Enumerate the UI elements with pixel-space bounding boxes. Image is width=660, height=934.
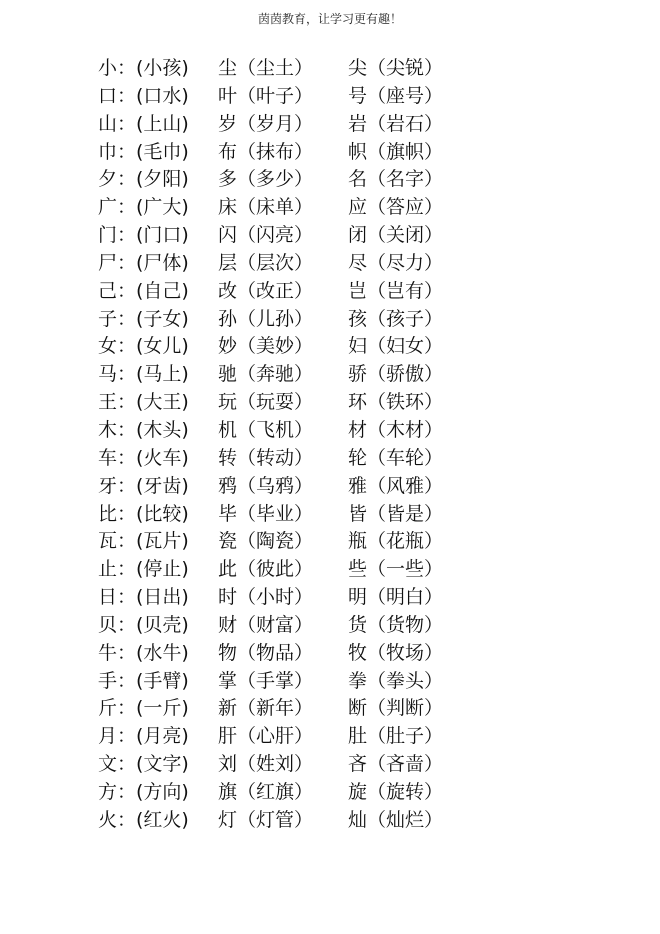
character-entry: 物（物品） [218,641,314,664]
character-row [98,779,478,807]
character-entry: 拳（拳头） [348,669,444,692]
character-entry: 尽（尽力） [348,251,444,274]
character-row [98,250,478,278]
character-entry: 肚（肚子） [348,725,444,748]
radical-entry: 手：(手臂) [98,669,189,692]
character-row [98,417,478,445]
character-entry: 孩（孩子） [348,307,444,330]
character-entry: 材（木材） [348,418,444,441]
character-entry: 闪（闪亮） [218,224,314,247]
character-entry: 妙（美妙） [218,335,314,358]
character-entry: 尖（尖锐） [348,57,444,79]
radical-entry: 车：(火车) [98,446,189,469]
radical-entry: 尸：(尸体) [98,251,189,274]
character-row [98,807,478,835]
radical-entry: 月：(月亮) [98,725,189,748]
character-entry: 妇（妇女） [348,335,444,358]
radical-entry: 门：(门口) [98,224,189,247]
character-row [98,528,478,556]
character-entry: 货（货物） [348,613,444,636]
character-entry: 岩（岩石） [348,112,444,135]
character-entry: 旗（红旗） [218,780,314,803]
character-entry: 肝（心肝） [218,725,314,748]
character-entry: 岁（岁月） [218,112,314,135]
radical-entry: 文：(文字) [98,753,189,776]
character-row [98,111,478,139]
character-entry: 号（座号） [348,84,444,107]
radical-entry: 木：(木头) [98,418,189,441]
character-entry: 帜（旗帜） [348,140,444,163]
radical-entry: 牙：(牙齿) [98,474,189,497]
character-entry: 断（判断） [348,697,444,720]
character-row [98,640,478,668]
character-list [98,55,478,835]
character-entry: 些（一些） [348,558,444,581]
character-entry: 骄（骄傲） [348,363,444,386]
radical-entry: 贝：(贝壳) [98,613,189,636]
radical-entry: 巾：(毛巾) [98,140,189,163]
character-entry: 掌（手掌） [218,669,314,692]
character-row [98,278,478,306]
radical-entry: 止：(停止) [98,558,189,581]
character-entry: 刘（姓刘） [218,753,314,776]
character-entry: 叶（叶子） [218,84,314,107]
radical-entry: 方：(方向) [98,780,189,803]
character-entry: 瓷（陶瓷） [218,530,314,553]
radical-entry: 日：(日出) [98,586,189,609]
radical-entry: 小：(小孩) [98,57,189,79]
character-row [98,55,478,83]
character-entry: 多（多少） [218,168,314,191]
character-entry: 布（抹布） [218,140,314,163]
character-entry: 孙（儿孙） [218,307,314,330]
character-row [98,445,478,473]
character-entry: 牧（牧场） [348,641,444,664]
character-row [98,668,478,696]
radical-entry: 女：(女儿) [98,335,189,358]
radical-entry: 广：(广大) [98,196,189,219]
character-row [98,723,478,751]
radical-entry: 山：(上山) [98,112,189,135]
radical-entry: 王：(大王) [98,391,189,414]
character-row [98,194,478,222]
character-row [98,751,478,779]
radical-entry: 子：(子女) [98,307,189,330]
radical-entry: 比：(比较) [98,502,189,525]
character-entry: 驰（奔驰） [218,363,314,386]
character-entry: 床（床单） [218,196,314,219]
radical-entry: 斤：(一斤) [98,697,189,720]
radical-entry: 牛：(水牛) [98,641,189,664]
character-entry: 明（明白） [348,586,444,609]
page-header: 茵茵教育，让学习更有趣！ [257,12,402,26]
character-row [98,389,478,417]
character-entry: 瓶（花瓶） [348,530,444,553]
character-row [98,83,478,111]
character-entry: 旋（旋转） [348,780,444,803]
character-entry: 改（改正） [218,279,314,302]
character-entry: 岂（岂有） [348,279,444,302]
character-entry: 此（彼此） [218,558,314,581]
character-row [98,222,478,250]
character-entry: 吝（吝啬） [348,753,444,776]
character-row [98,306,478,334]
character-entry: 灯（灯管） [218,808,314,831]
radical-entry: 马：(马上) [98,363,189,386]
character-row [98,695,478,723]
character-entry: 环（铁环） [348,391,444,414]
character-row [98,361,478,389]
radical-entry: 夕：(夕阳) [98,168,189,191]
radical-entry: 口：(口水) [98,84,189,107]
character-row [98,501,478,529]
character-entry: 财（财富） [218,613,314,636]
character-row [98,333,478,361]
character-entry: 雅（风雅） [348,474,444,497]
character-entry: 闭（关闭） [348,224,444,247]
character-entry: 玩（玩耍） [218,391,314,414]
character-row [98,584,478,612]
character-entry: 层（层次） [218,251,314,274]
character-entry: 尘（尘土） [218,57,314,79]
character-row [98,473,478,501]
character-row [98,166,478,194]
character-entry: 转（转动） [218,446,314,469]
character-entry: 机（飞机） [218,418,314,441]
character-entry: 鸦（乌鸦） [218,474,314,497]
radical-entry: 瓦：(瓦片) [98,530,189,553]
character-entry: 名（名字） [348,168,444,191]
character-entry: 轮（车轮） [348,446,444,469]
character-entry: 应（答应） [348,196,444,219]
character-entry: 新（新年） [218,697,314,720]
radical-entry: 己：(自己) [98,279,189,302]
character-entry: 毕（毕业） [218,502,314,525]
character-entry: 灿（灿烂） [348,808,444,831]
radical-entry: 火：(红火) [98,808,189,831]
character-entry: 时（小时） [218,586,314,609]
character-entry: 皆（皆是） [348,502,444,525]
character-row [98,612,478,640]
character-row [98,556,478,584]
character-row [98,139,478,167]
